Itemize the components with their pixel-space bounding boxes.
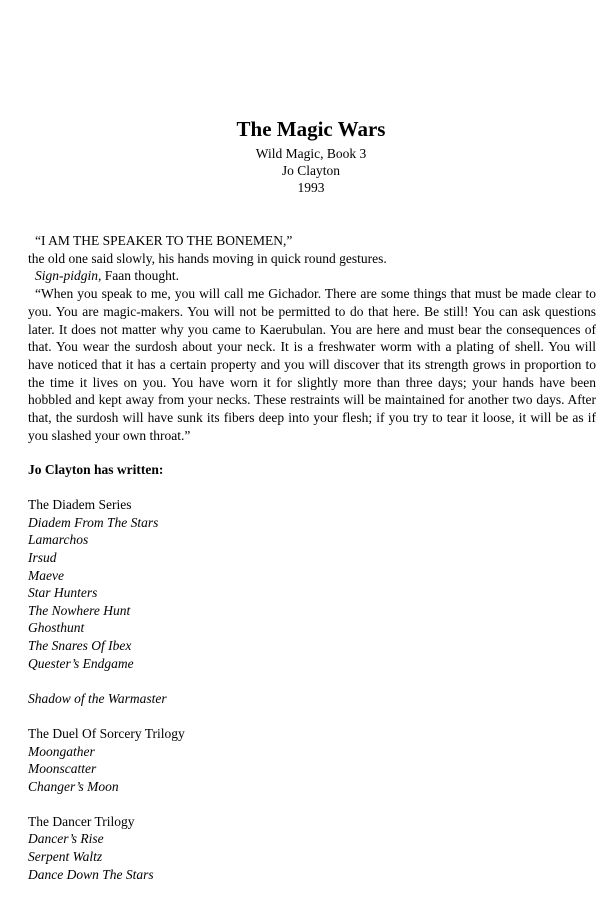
book-entry: Maeve [28, 567, 64, 583]
book-year: 1993 [297, 180, 325, 195]
series-diadem [28, 496, 588, 672]
book-entry: Lamarchos [28, 532, 89, 548]
bibliography [28, 461, 588, 901]
excerpt-italic-term: Sign-pidgin, [35, 268, 102, 284]
book-entry: Quester’s Endgame [28, 655, 134, 671]
book-subtitle: Wild Magic, Book 3 [255, 146, 367, 161]
excerpt-line-1: “I AM THE SPEAKER TO THE BONEMEN,” [35, 233, 293, 248]
title-block [0, 116, 600, 196]
series-title: The Duel Of Sorcery Trilogy [28, 725, 185, 741]
book-entry: Shadow of the Warmaster [28, 690, 167, 706]
book-entry: The Nowhere Hunt [28, 602, 131, 618]
series-title: The Diadem Series [28, 497, 132, 513]
book-entry: Irsud [28, 549, 57, 565]
series-dancer [28, 813, 588, 883]
book-entry: The Snares Of Ibex [28, 637, 132, 653]
excerpt-line-3-rest: Faan thought. [101, 268, 179, 284]
book-author: Jo Clayton [281, 163, 341, 178]
book-entry: Dancer’s Rise [28, 831, 104, 847]
book-entry: Ghosthunt [28, 620, 85, 636]
book-entry: Dance Down The Stars [28, 866, 154, 882]
series-title: The Dancer Trilogy [28, 813, 135, 829]
series-duel-of-sorcery [28, 725, 588, 795]
book-entry: Diadem From The Stars [28, 514, 159, 530]
excerpt-line-3 [28, 267, 596, 285]
excerpt-paragraph: “When you speak to me, you will call me Gichador. There are some things that must be made clear to you. You are magic-makers. You will not be permitted to do that here. Be still! You can ask questions later. It does not matter why you came to Kaerubulan. You are here and must bear the consequences of that. You wear the surdosh about your neck. It is a freshwater worm with a plating of shell. You will have noticed that it has a certain property and you will discover that its strength grows in proportion to the time it lives on you. You have worn it for slightly more than three days; your hands have been hobbled and kept away from your necks. These restraints will be maintained for another two days. After that, the surdosh will have sunk its fibers deep into your flesh; if you try to tear it loose, it will be as if you slashed your own throat.” [28, 286, 596, 443]
book-entry: Changer’s Moon [28, 778, 119, 794]
book-title: The Magic Wars [236, 117, 386, 141]
bibliography-heading: Jo Clayton has written: [28, 462, 164, 477]
book-entry: Star Hunters [28, 585, 98, 601]
book-entry: Serpent Waltz [28, 849, 103, 865]
book-entry: Moongather [28, 743, 95, 759]
standalone-book [28, 690, 588, 708]
excerpt [28, 232, 596, 444]
excerpt-line-2: the old one said slowly, his hands moving in quick round gestures. [28, 250, 387, 266]
book-entry: Moonscatter [28, 761, 97, 777]
